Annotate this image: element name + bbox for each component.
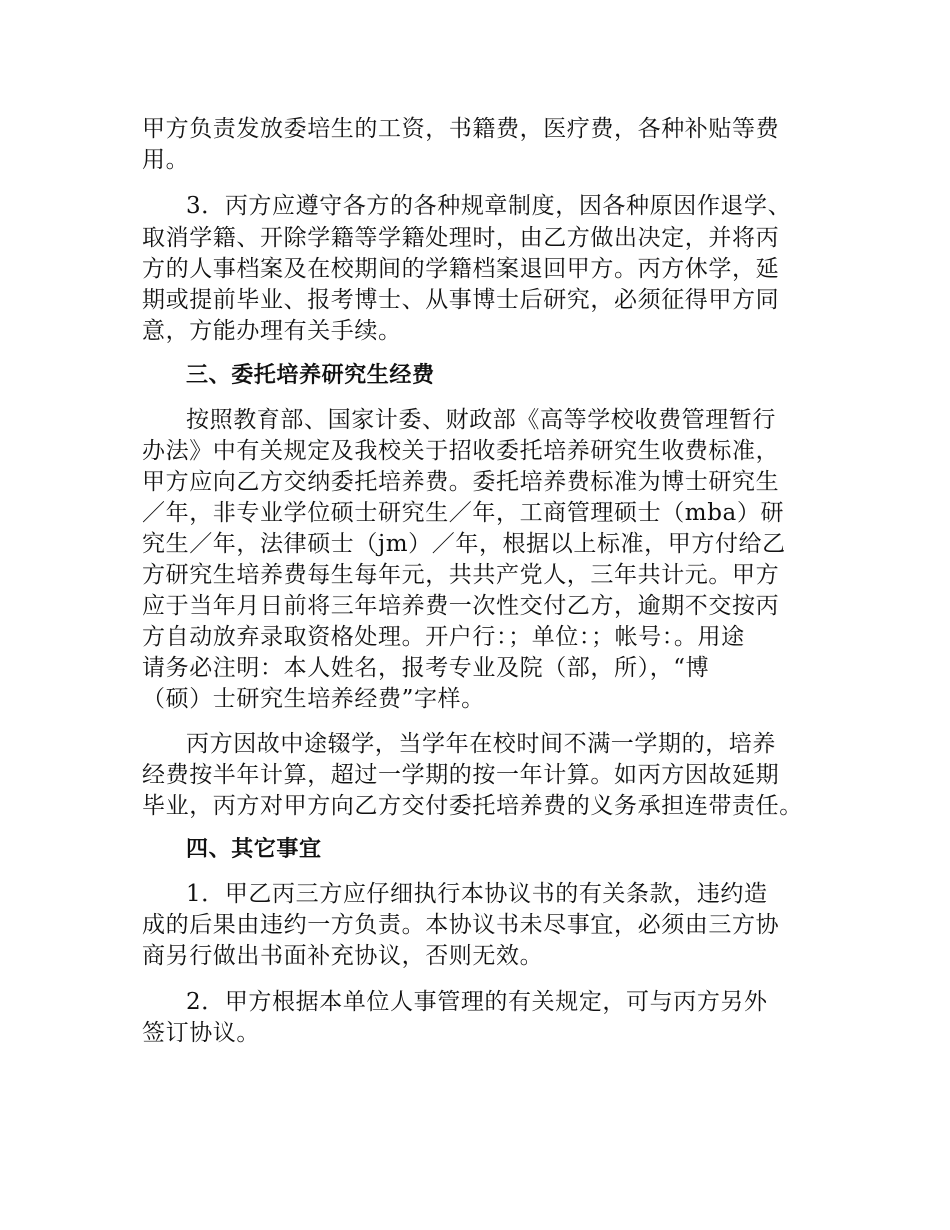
paragraph-5-line-1: 1．甲乙丙三方应仔细执行本协议书的有关条款，违约造 (186, 881, 768, 907)
paragraph-3-line-6: 方研究生培养费每生每年元，共共产党人，三年共计元。甲方 (142, 562, 780, 588)
paragraph-3-line-3: 甲方应向乙方交纳委托培养费。委托培养费标准为博士研究生 (142, 469, 780, 495)
paragraph-5-line-2: 成的后果由违约一方负责。本协议书未尽事宜，必须由三方协 (142, 912, 780, 938)
paragraph-2-line-3: 方的人事档案及在校期间的学籍档案退回甲方。丙方休学，延 (142, 256, 780, 282)
paragraph-3-line-2: 办法》中有关规定及我校关于招收委托培养研究生收费标准， (142, 438, 780, 464)
paragraph-3-line-10: （硕）士研究生培养经费”字样。 (142, 686, 485, 712)
paragraph-4-line-2: 经费按半年计算，超过一学期的按一年计算。如丙方因故延期 (142, 762, 780, 788)
paragraph-5-line-3: 商另行做出书面补充协议，否则无效。 (142, 943, 544, 969)
paragraph-4-line-3: 毕业，丙方对甲方向乙方交付委托培养费的义务承担连带责任。 (142, 793, 803, 819)
paragraph-3-line-7: 应于当年月日前将三年培养费一次性交付乙方，逾期不交按丙 (142, 593, 780, 619)
paragraph-3-line-9: 请务必注明：本人姓名，报考专业及院（部，所），“博 (142, 655, 710, 681)
paragraph-1-line-2: 用。 (142, 147, 190, 173)
paragraph-2-line-1: 3．丙方应遵守各方的各种规章制度，因各种原因作退学、 (186, 193, 792, 219)
paragraph-4-line-1: 丙方因故中途辍学，当学年在校时间不满一学期的，培养 (186, 731, 776, 757)
paragraph-6-line-2: 签订协议。 (142, 1020, 260, 1046)
paragraph-1-line-1: 甲方负责发放委培生的工资，书籍费，医疗费，各种补贴等费 (142, 116, 780, 142)
paragraph-3-line-1: 按照教育部、国家计委、财政部《高等学校收费管理暂行 (186, 407, 776, 433)
paragraph-2-line-2: 取消学籍、开除学籍等学籍处理时，由乙方做出决定，并将丙 (142, 225, 780, 251)
paragraph-3-line-5: 究生／年，法律硕士（jm）／年，根据以上标准，甲方付给乙 (142, 531, 786, 557)
paragraph-6-line-1: 2．甲方根据本单位人事管理的有关规定，可与丙方另外 (186, 989, 768, 1015)
section-heading-4: 四、其它事宜 (186, 837, 322, 862)
paragraph-2-line-5: 意，方能办理有关手续。 (142, 318, 402, 344)
section-heading-3: 三、委托培养研究生经费 (186, 363, 435, 388)
paragraph-2-line-4: 期或提前毕业、报考博士、从事博士后研究，必须征得甲方同 (142, 287, 780, 313)
paragraph-3-line-8: 方自动放弃录取资格处理。开户行：；单位：；帐号：。用途 (142, 624, 745, 650)
paragraph-3-line-4: ／年，非专业学位硕士研究生／年，工商管理硕士（mba）研 (142, 500, 785, 526)
